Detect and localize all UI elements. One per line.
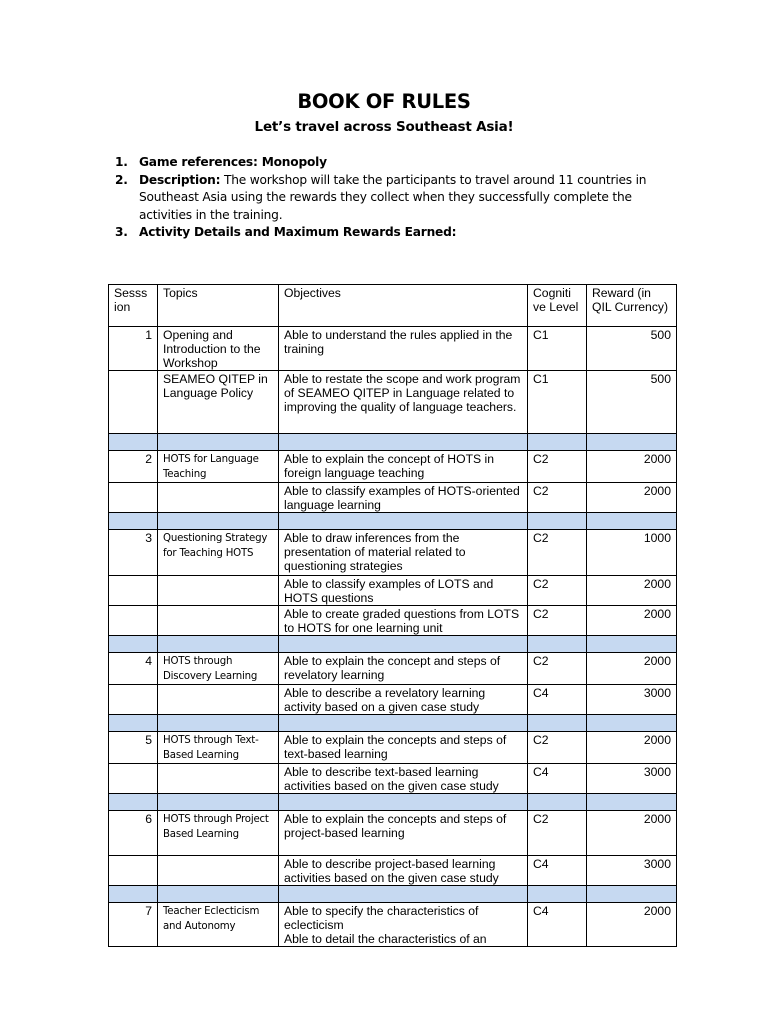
intro-item-text: The workshop will take the participants to travel around 11 countries in Southeast Asia using the rewards they collect when they successfully complete the activities in the training. — [139, 172, 647, 222]
separator-row — [109, 715, 677, 732]
reward-cell: 2000 — [587, 903, 677, 947]
reward-cell: 3000 — [587, 764, 677, 794]
session-number — [109, 685, 158, 715]
reward-cell: 2000 — [587, 811, 677, 856]
reward-cell: 2000 — [587, 576, 677, 606]
topic-cell — [158, 764, 279, 794]
objective-cell: Able to explain the concepts and steps of project-based learning — [279, 811, 528, 856]
topic-cell: Opening and Introduction to the Workshop — [158, 327, 279, 371]
level-cell: C2 — [528, 576, 587, 606]
objective-cell: Able to explain the concepts and steps of text-based learning — [279, 732, 528, 764]
objective-cell — [279, 903, 528, 947]
level-cell: C4 — [528, 903, 587, 947]
table-row — [109, 685, 677, 715]
table-row — [109, 371, 677, 434]
level-cell: C1 — [528, 371, 587, 434]
reward-cell: 500 — [587, 327, 677, 371]
objective-cell: Able to draw inferences from the presentation of material related to questioning strategies — [279, 530, 528, 576]
intro-item — [115, 154, 684, 172]
objective-cell: Able to create graded questions from LOTS to HOTS for one learning unit — [279, 606, 528, 636]
topic-cell — [158, 606, 279, 636]
header-session: Sesss ion — [109, 285, 158, 327]
intro-list — [115, 154, 684, 242]
intro-item-label: Activity Details and Maximum Rewards Earned: — [139, 225, 457, 240]
session-number: 2 — [109, 451, 158, 483]
topic-cell — [158, 483, 279, 513]
session-number — [109, 764, 158, 794]
intro-item — [115, 172, 684, 225]
reward-cell: 2000 — [587, 483, 677, 513]
objective-cell: Able to classify examples of LOTS and HOTS questions — [279, 576, 528, 606]
rewards-table — [108, 284, 677, 947]
header-objectives: Objectives — [279, 285, 528, 327]
session-number: 7 — [109, 903, 158, 947]
table-row — [109, 606, 677, 636]
table-row — [109, 811, 677, 856]
level-cell: C2 — [528, 653, 587, 685]
document-subtitle: Let’s travel across Southeast Asia! — [254, 119, 514, 135]
table-row — [109, 764, 677, 794]
intro-item-number: 1. — [115, 155, 128, 169]
intro-item-label: Description: — [139, 172, 221, 187]
header-topics: Topics — [158, 285, 279, 327]
level-cell: C2 — [528, 732, 587, 764]
session-number: 4 — [109, 653, 158, 685]
objective-cell: Able to explain the concept and steps of revelatory learning — [279, 653, 528, 685]
topic-cell: Questioning Strategy for Teaching HOTS — [158, 530, 279, 576]
table-row — [109, 530, 677, 576]
objective-cell: Able to describe project-based learning activities based on the given case study — [279, 856, 528, 886]
session-number — [109, 371, 158, 434]
session-number — [109, 576, 158, 606]
level-cell: C2 — [528, 483, 587, 513]
objective-line: Able to detail the characteristics of an — [284, 932, 487, 946]
table-row — [109, 483, 677, 513]
topic-cell: Teacher Eclecticism and Autonomy — [158, 903, 279, 947]
level-cell: C2 — [528, 606, 587, 636]
level-cell: C2 — [528, 530, 587, 576]
table-row — [109, 653, 677, 685]
topic-cell — [158, 856, 279, 886]
reward-cell: 3000 — [587, 856, 677, 886]
reward-cell: 2000 — [587, 451, 677, 483]
reward-cell: 500 — [587, 371, 677, 434]
session-number — [109, 483, 158, 513]
objective-line: Able to specify the characteristics of eclecticism — [284, 904, 479, 932]
table-row — [109, 732, 677, 764]
session-number — [109, 606, 158, 636]
reward-cell: 3000 — [587, 685, 677, 715]
separator-row — [109, 886, 677, 903]
topic-cell: HOTS for Language Teaching — [158, 451, 279, 483]
level-cell: C4 — [528, 764, 587, 794]
document-title: BOOK OF RULES — [297, 90, 471, 113]
table-row — [109, 903, 677, 947]
intro-item-number: 2. — [115, 172, 128, 187]
header-reward: Reward (in QIL Currency) — [587, 285, 677, 327]
session-number: 6 — [109, 811, 158, 856]
topic-cell: HOTS through Text-Based Learning — [158, 732, 279, 764]
level-cell: C1 — [528, 327, 587, 371]
session-number: 1 — [109, 327, 158, 371]
objective-cell: Able to restate the scope and work program of SEAMEO QITEP in Language related to improving the quality of language teachers. — [279, 371, 528, 434]
objective-cell: Able to understand the rules applied in the training — [279, 327, 528, 371]
reward-cell: 1000 — [587, 530, 677, 576]
table-row — [109, 451, 677, 483]
objective-cell: Able to describe text-based learning activities based on the given case study — [279, 764, 528, 794]
intro-item — [115, 224, 684, 242]
table-header-row — [109, 285, 677, 327]
reward-cell: 2000 — [587, 732, 677, 764]
session-number: 5 — [109, 732, 158, 764]
level-cell: C2 — [528, 811, 587, 856]
separator-row — [109, 636, 677, 653]
table-row — [109, 327, 677, 371]
level-cell: C4 — [528, 856, 587, 886]
topic-cell: SEAMEO QITEP in Language Policy — [158, 371, 279, 434]
session-number: 3 — [109, 530, 158, 576]
table-row — [109, 576, 677, 606]
topic-cell — [158, 685, 279, 715]
separator-row — [109, 434, 677, 451]
objective-cell: Able to classify examples of HOTS-oriented language learning — [279, 483, 528, 513]
separator-row — [109, 794, 677, 811]
header-cognitive-level: Cogniti ve Level — [528, 285, 587, 327]
topic-cell: HOTS through Discovery Learning — [158, 653, 279, 685]
intro-item-number: 3. — [115, 225, 128, 240]
topic-cell: HOTS through Project Based Learning — [158, 811, 279, 856]
topic-cell — [158, 576, 279, 606]
intro-item-label: Game references: Monopoly — [139, 155, 327, 169]
level-cell: C4 — [528, 685, 587, 715]
reward-cell: 2000 — [587, 606, 677, 636]
objective-cell: Able to describe a revelatory learning activity based on a given case study — [279, 685, 528, 715]
session-number — [109, 856, 158, 886]
reward-cell: 2000 — [587, 653, 677, 685]
objective-cell: Able to explain the concept of HOTS in foreign language teaching — [279, 451, 528, 483]
separator-row — [109, 513, 677, 530]
level-cell: C2 — [528, 451, 587, 483]
table-row — [109, 856, 677, 886]
